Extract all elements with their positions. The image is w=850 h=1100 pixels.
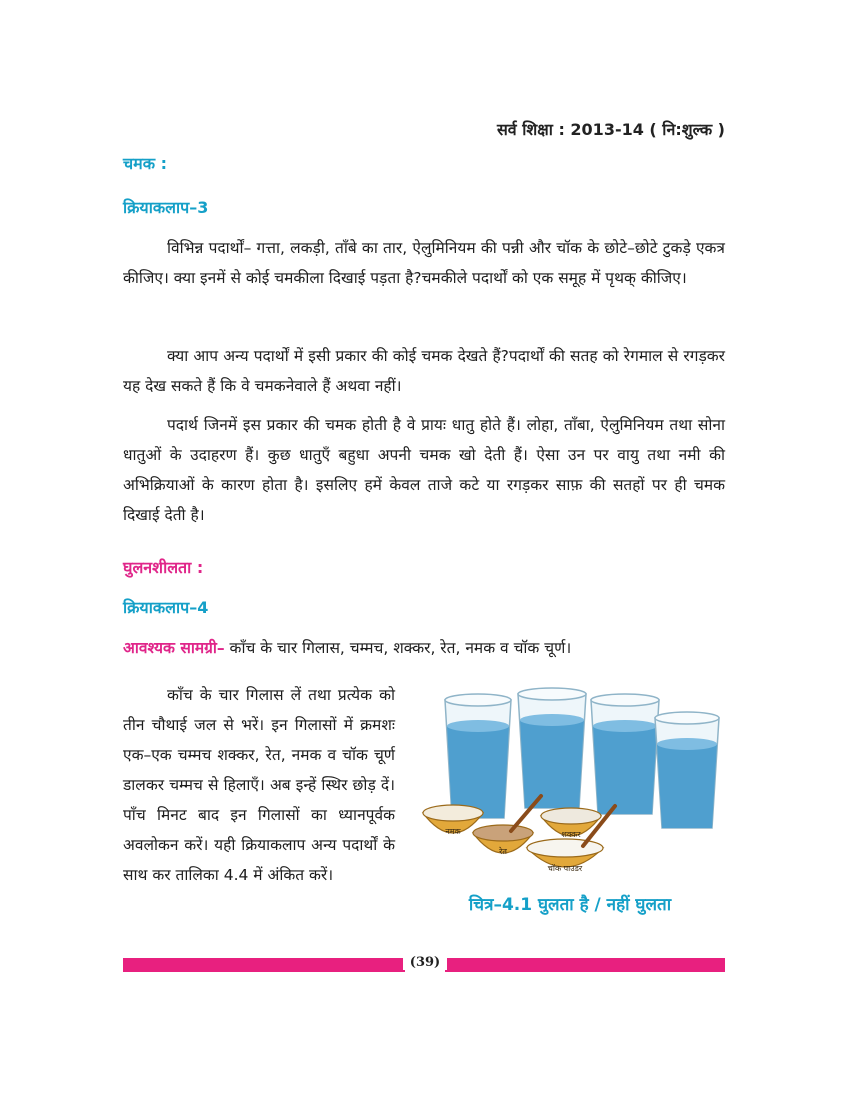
activity-3-paragraph-3: पदार्थ जिनमें इस प्रकार की चमक होती है वे प्रायः धातु होते हैं। लोहा, ताँबा, ऐलुमिनियम तथा सोना धातुओं के उदाहरण हैं। कुछ धातुएँ बहुधा अपनी चमक खो देती हैं। ऐसा उन पर वायु तथा नमी की अभिक्रियाओं के कारण होता है। इसलिए हमें केवल ताजे कटे या रगड़कर साफ़ की सतहों पर ही चमक दिखाई देती है।: [123, 416, 725, 524]
figure-caption: चित्र–4.1 घुलता है / नहीं घुलता: [468, 895, 672, 915]
section-heading-shine: चमक :: [123, 154, 167, 173]
footer-bar-right: [445, 958, 725, 972]
activity-4-paragraph: काँच के चार गिलास लें तथा प्रत्येक को तीन चौथाई जल से भरें। इन गिलासों में क्रमशः एक–एक चम्मच शक्कर, रेत, नमक व चॉक चूर्ण डालकर चम्मच से हिलाएँ। अब इन्हें स्थिर छोड़ दें। पाँच मिनट बाद इन गिलासों का ध्यानपूर्वक अवलोकन करें। यही क्रियाकलाप अन्य पदार्थों के साथ कर तालिका 4.4 में अंकित करें।: [123, 686, 395, 884]
bowl-label-salt: नमक: [445, 827, 461, 836]
figure-glasses-and-bowls: [415, 678, 725, 888]
section-heading-solubility: घुलनशीलता :: [123, 558, 204, 577]
activity-3-title: क्रियाकलाप–3: [123, 198, 209, 217]
bowl-label-sugar: शक्कर: [561, 830, 581, 839]
page-number: (39): [403, 955, 447, 970]
glass-4: [655, 712, 719, 828]
activity-3-paragraph-2: क्या आप अन्य पदार्थों में इसी प्रकार की कोई चमक देखते हैं?पदार्थों की सतह को रेगमाल से रगड़कर यह देख सकते हैं कि वे चमकनेवाले हैं अथवा नहीं।: [123, 347, 725, 395]
bowl-label-chalk: चॉक पाउडर: [547, 864, 583, 873]
page-header: सर्व शिक्षा : 2013-14 ( नि:शुल्क ): [496, 120, 725, 139]
glass-1: [445, 694, 511, 818]
activity-3-paragraph-1: विभिन्न पदार्थों– गत्ता, लकड़ी, ताँबे का तार, ऐलुमिनियम की पन्नी और चॉक के छोटे–छोटे टुकड़े एकत्र कीजिए। क्या इनमें से कोई चमकीला दिखाई पड़ता है?चमकीले पदार्थों को एक समूह में पृथक् कीजिए।: [123, 239, 725, 287]
glass-3: [591, 694, 659, 814]
bowl-label-sand: रेत: [499, 847, 507, 856]
materials-label: आवश्यक सामग्री–: [123, 639, 225, 657]
glass-2: [518, 688, 586, 808]
required-materials: [123, 636, 733, 658]
materials-text: काँच के चार गिलास, चम्मच, शक्कर, रेत, नमक व चॉक चूर्ण।: [224, 639, 572, 657]
activity-4-title: क्रियाकलाप–4: [123, 598, 209, 617]
footer-bar-left: [123, 958, 405, 972]
